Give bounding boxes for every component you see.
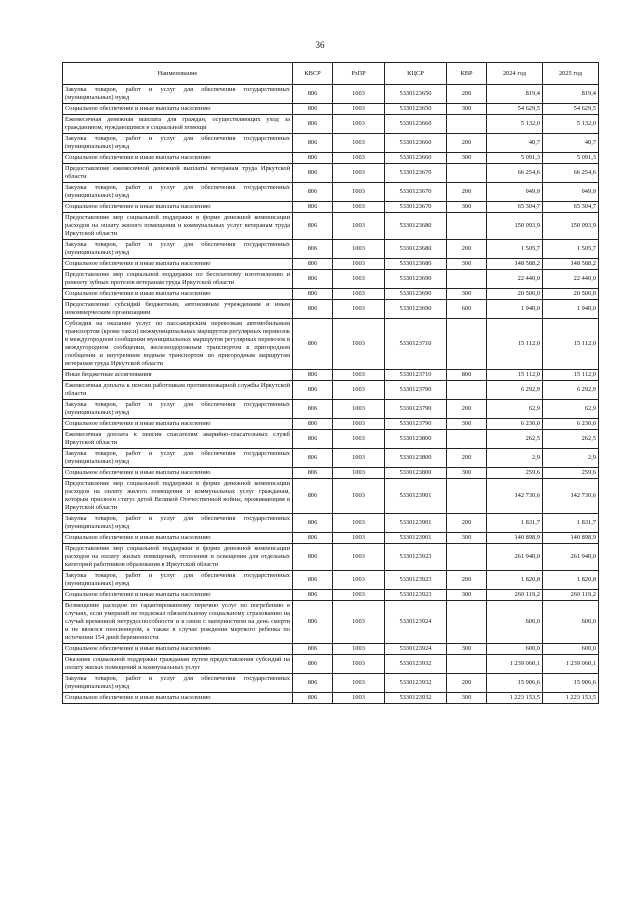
cell-kvr (447, 164, 487, 183)
page-number: 36 (315, 40, 325, 50)
cell-kvr: 200 (447, 134, 487, 153)
cell-y2024: 1 239 060,1 (487, 655, 543, 674)
cell-y2024: 262,5 (487, 430, 543, 449)
cell-y2024: 1 820,8 (487, 571, 543, 590)
cell-kcsr: 5330123932 (385, 693, 447, 704)
cell-kvsr: 806 (293, 533, 333, 544)
cell-kcsr: 5330123690 (385, 300, 447, 319)
cell-kvr: 200 (447, 514, 487, 533)
cell-y2025: 261 940,0 (543, 544, 599, 571)
cell-rzpr: 1003 (333, 601, 385, 644)
cell-kcsr: 5330123800 (385, 430, 447, 449)
table-header-row (63, 63, 599, 85)
cell-y2025: 20 500,0 (543, 289, 599, 300)
table-row (63, 544, 599, 571)
cell-name: Социальное обеспечение и иные выплаты населению (63, 289, 293, 300)
cell-kcsr: 5330123710 (385, 370, 447, 381)
cell-kvr (447, 270, 487, 289)
cell-y2025: 600,0 (543, 601, 599, 644)
cell-kvsr: 806 (293, 134, 333, 153)
cell-rzpr: 1003 (333, 644, 385, 655)
cell-kvr: 300 (447, 533, 487, 544)
cell-kcsr: 5330123924 (385, 601, 447, 644)
table-row (63, 419, 599, 430)
cell-rzpr: 1003 (333, 240, 385, 259)
cell-name: Ежемесячная доплата к пенсии работникам противопожарной службы Иркутской области (63, 381, 293, 400)
cell-kvsr: 806 (293, 381, 333, 400)
cell-name: Возмещение расходов по гарантированному перечню услуг по погребению в случаях, если умерший не подлежал обязательному социальному страхованию на случай временной нетрудоспособности и в связи с материнством на день смерти и не являлся пенсионером, а также в случае рождения мертвого ребенка по истечении 154 дней беременности (63, 601, 293, 644)
cell-rzpr: 1003 (333, 381, 385, 400)
cell-y2024: 1 223 153,5 (487, 693, 543, 704)
cell-y2024: 6 230,0 (487, 419, 543, 430)
cell-rzpr: 1003 (333, 674, 385, 693)
cell-kvsr: 806 (293, 674, 333, 693)
header-rzpr: РзПР (333, 63, 385, 85)
cell-kvr: 300 (447, 259, 487, 270)
cell-rzpr: 1003 (333, 115, 385, 134)
cell-kvr: 300 (447, 693, 487, 704)
cell-kvsr: 806 (293, 183, 333, 202)
cell-rzpr: 1003 (333, 468, 385, 479)
cell-kvsr: 806 (293, 153, 333, 164)
cell-y2024: 6 292,9 (487, 381, 543, 400)
cell-name: Закупка товаров, работ и услуг для обеспечения государственных (муниципальных) нужд (63, 183, 293, 202)
cell-y2024: 15 112,0 (487, 319, 543, 370)
cell-rzpr: 1003 (333, 259, 385, 270)
cell-kcsr: 5330123690 (385, 270, 447, 289)
cell-kvsr: 806 (293, 300, 333, 319)
cell-name: Социальное обеспечение и иные выплаты населению (63, 419, 293, 430)
cell-y2025: 66 254,6 (543, 164, 599, 183)
cell-y2024: 5 091,3 (487, 153, 543, 164)
table-row (63, 134, 599, 153)
cell-kvsr: 806 (293, 270, 333, 289)
table-row (63, 370, 599, 381)
cell-kvsr: 806 (293, 115, 333, 134)
cell-rzpr: 1003 (333, 104, 385, 115)
cell-kcsr: 5330123690 (385, 289, 447, 300)
cell-kvsr: 806 (293, 319, 333, 370)
cell-kcsr: 5330123923 (385, 571, 447, 590)
table-row (63, 449, 599, 468)
cell-kvsr: 806 (293, 400, 333, 419)
table-row (63, 85, 599, 104)
cell-y2024: 259,6 (487, 468, 543, 479)
cell-y2025: 22 440,0 (543, 270, 599, 289)
cell-kvr (447, 479, 487, 514)
cell-kvr: 200 (447, 85, 487, 104)
cell-rzpr: 1003 (333, 693, 385, 704)
cell-y2025: 1 940,0 (543, 300, 599, 319)
cell-y2025: 1 820,8 (543, 571, 599, 590)
cell-y2024: 54 629,5 (487, 104, 543, 115)
cell-kvr (447, 213, 487, 240)
cell-kvsr: 806 (293, 104, 333, 115)
cell-kvr: 200 (447, 183, 487, 202)
cell-kcsr: 5330123660 (385, 115, 447, 134)
cell-y2025: 600,0 (543, 644, 599, 655)
cell-rzpr: 1003 (333, 449, 385, 468)
header-2025: 2025 год (543, 63, 599, 85)
cell-name: Закупка товаров, работ и услуг для обеспечения государственных (муниципальных) нужд (63, 134, 293, 153)
cell-kvsr: 806 (293, 213, 333, 240)
cell-name: Закупка товаров, работ и услуг для обеспечения государственных (муниципальных) нужд (63, 449, 293, 468)
cell-kvsr: 806 (293, 164, 333, 183)
cell-kvr (447, 601, 487, 644)
cell-y2024: 819,4 (487, 85, 543, 104)
cell-kvr (447, 381, 487, 400)
cell-kcsr: 5330123790 (385, 419, 447, 430)
cell-rzpr: 1003 (333, 213, 385, 240)
table-row (63, 468, 599, 479)
cell-rzpr: 1003 (333, 544, 385, 571)
cell-y2024: 15 906,6 (487, 674, 543, 693)
cell-y2024: 949,9 (487, 183, 543, 202)
cell-kcsr: 5330123660 (385, 153, 447, 164)
cell-kvr: 300 (447, 153, 487, 164)
cell-name: Закупка товаров, работ и услуг для обеспечения государственных (муниципальных) нужд (63, 400, 293, 419)
cell-kvsr: 806 (293, 419, 333, 430)
cell-kvr: 800 (447, 370, 487, 381)
cell-kvr (447, 544, 487, 571)
cell-kvr: 300 (447, 289, 487, 300)
cell-y2024: 40,7 (487, 134, 543, 153)
cell-y2024: 140 898,9 (487, 533, 543, 544)
cell-y2024: 65 304,7 (487, 202, 543, 213)
table-body (63, 85, 599, 704)
cell-kvr: 200 (447, 400, 487, 419)
cell-rzpr: 1003 (333, 289, 385, 300)
cell-kcsr: 5330123790 (385, 381, 447, 400)
cell-kcsr: 5330123924 (385, 644, 447, 655)
cell-rzpr: 1003 (333, 85, 385, 104)
cell-y2024: 600,0 (487, 644, 543, 655)
cell-kcsr: 5330123670 (385, 202, 447, 213)
cell-kcsr: 5330123901 (385, 479, 447, 514)
cell-kvr: 200 (447, 674, 487, 693)
cell-y2025: 2,9 (543, 449, 599, 468)
cell-kvr: 300 (447, 419, 487, 430)
cell-kvsr: 806 (293, 259, 333, 270)
table-row (63, 533, 599, 544)
cell-kvr: 200 (447, 449, 487, 468)
cell-kvsr: 806 (293, 479, 333, 514)
cell-name: Предоставление ежемесячной денежной выплаты ветеранам труда Иркутской области (63, 164, 293, 183)
cell-kcsr: 5330123670 (385, 164, 447, 183)
cell-kvsr: 806 (293, 202, 333, 213)
cell-name: Социальное обеспечение и иные выплаты населению (63, 590, 293, 601)
cell-kvsr: 806 (293, 370, 333, 381)
cell-y2024: 2,9 (487, 449, 543, 468)
cell-kcsr: 5330123923 (385, 544, 447, 571)
cell-kvr: 300 (447, 104, 487, 115)
cell-y2025: 1 239 060,1 (543, 655, 599, 674)
cell-name: Социальное обеспечение и иные выплаты населению (63, 153, 293, 164)
cell-name: Социальное обеспечение и иные выплаты населению (63, 644, 293, 655)
table-row (63, 289, 599, 300)
cell-kcsr: 5330123680 (385, 213, 447, 240)
cell-kvr: 300 (447, 590, 487, 601)
cell-kvsr: 806 (293, 590, 333, 601)
cell-name: Закупка товаров, работ и услуг для обеспечения государственных (муниципальных) нужд (63, 240, 293, 259)
cell-rzpr: 1003 (333, 479, 385, 514)
cell-y2025: 15 112,0 (543, 370, 599, 381)
table-row (63, 300, 599, 319)
cell-y2024: 142 730,6 (487, 479, 543, 514)
cell-y2025: 5 091,3 (543, 153, 599, 164)
cell-name: Предоставление мер социальной поддержки по бесплатному изготовлению и ремонту зубных протезов ветеранам труда Иркутской области (63, 270, 293, 289)
cell-y2024: 1 831,7 (487, 514, 543, 533)
cell-y2025: 54 629,5 (543, 104, 599, 115)
cell-rzpr: 1003 (333, 370, 385, 381)
cell-rzpr: 1003 (333, 400, 385, 419)
cell-name: Закупка товаров, работ и услуг для обеспечения государственных (муниципальных) нужд (63, 674, 293, 693)
cell-name: Социальное обеспечение и иные выплаты населению (63, 468, 293, 479)
cell-kcsr: 5330123800 (385, 449, 447, 468)
cell-name: Социальное обеспечение и иные выплаты населению (63, 533, 293, 544)
cell-rzpr: 1003 (333, 655, 385, 674)
cell-name: Ежемесячная доплата к пенсии спасателям аварийно-спасательных служб Иркутской области (63, 430, 293, 449)
table-row (63, 183, 599, 202)
cell-y2025: 260 119,2 (543, 590, 599, 601)
cell-y2024: 62,9 (487, 400, 543, 419)
header-kvsr: КВСР (293, 63, 333, 85)
cell-y2024: 148 588,2 (487, 259, 543, 270)
table-row (63, 381, 599, 400)
cell-kvsr: 806 (293, 85, 333, 104)
cell-rzpr: 1003 (333, 590, 385, 601)
cell-kvsr: 806 (293, 430, 333, 449)
table-row (63, 319, 599, 370)
cell-y2025: 142 730,6 (543, 479, 599, 514)
table-row (63, 693, 599, 704)
table-row (63, 644, 599, 655)
cell-kcsr: 5330123932 (385, 655, 447, 674)
cell-rzpr: 1003 (333, 270, 385, 289)
cell-kcsr: 5330123710 (385, 319, 447, 370)
cell-y2024: 1 940,0 (487, 300, 543, 319)
cell-name: Иные бюджетные ассигнования (63, 370, 293, 381)
table-row (63, 514, 599, 533)
cell-kvsr: 806 (293, 601, 333, 644)
cell-kcsr: 5330123650 (385, 85, 447, 104)
cell-kcsr: 5330123932 (385, 674, 447, 693)
cell-kvsr: 806 (293, 449, 333, 468)
cell-y2025: 148 588,2 (543, 259, 599, 270)
cell-kvr: 200 (447, 240, 487, 259)
cell-rzpr: 1003 (333, 571, 385, 590)
cell-y2025: 1 223 153,5 (543, 693, 599, 704)
cell-kvsr: 806 (293, 693, 333, 704)
cell-kvsr: 806 (293, 571, 333, 590)
cell-rzpr: 1003 (333, 430, 385, 449)
cell-kcsr: 5330123923 (385, 590, 447, 601)
cell-rzpr: 1003 (333, 153, 385, 164)
cell-name: Оказание социальной поддержки гражданам путем предоставления субсидий на оплату жилых помещений и коммунальных услуг (63, 655, 293, 674)
cell-kvsr: 806 (293, 240, 333, 259)
cell-name: Закупка товаров, работ и услуг для обеспечения государственных (муниципальных) нужд (63, 514, 293, 533)
cell-y2025: 5 132,0 (543, 115, 599, 134)
table-row (63, 430, 599, 449)
cell-rzpr: 1003 (333, 514, 385, 533)
cell-y2025: 1 505,7 (543, 240, 599, 259)
cell-y2025: 1 831,7 (543, 514, 599, 533)
cell-kvsr: 806 (293, 655, 333, 674)
table-row (63, 259, 599, 270)
header-kcsr: КЦСР (385, 63, 447, 85)
table-row (63, 590, 599, 601)
table-row (63, 202, 599, 213)
cell-kvsr: 806 (293, 544, 333, 571)
cell-kvr: 300 (447, 468, 487, 479)
cell-kvr (447, 655, 487, 674)
cell-y2024: 20 500,0 (487, 289, 543, 300)
cell-y2025: 949,9 (543, 183, 599, 202)
table-row (63, 153, 599, 164)
cell-kcsr: 5330123660 (385, 134, 447, 153)
table-row (63, 674, 599, 693)
cell-name: Предоставление мер социальной поддержки в форме денежной компенсации расходов на оплату жилых помещений, отопления и освещения для отдельных категорий работников образования в Иркутской области (63, 544, 293, 571)
cell-y2025: 259,6 (543, 468, 599, 479)
cell-kcsr: 5330123680 (385, 259, 447, 270)
cell-rzpr: 1003 (333, 183, 385, 202)
cell-y2025: 15 906,6 (543, 674, 599, 693)
cell-y2025: 65 304,7 (543, 202, 599, 213)
table-row (63, 479, 599, 514)
cell-kvr (447, 319, 487, 370)
table-row (63, 571, 599, 590)
cell-kvsr: 806 (293, 289, 333, 300)
cell-name: Закупка товаров, работ и услуг для обеспечения государственных (муниципальных) нужд (63, 571, 293, 590)
cell-y2025: 62,9 (543, 400, 599, 419)
cell-kcsr: 5330123901 (385, 514, 447, 533)
table-row (63, 270, 599, 289)
cell-rzpr: 1003 (333, 533, 385, 544)
cell-kcsr: 5330123680 (385, 240, 447, 259)
cell-y2024: 600,0 (487, 601, 543, 644)
cell-kcsr: 5330123901 (385, 533, 447, 544)
cell-kvr: 300 (447, 202, 487, 213)
cell-name: Социальное обеспечение и иные выплаты населению (63, 202, 293, 213)
cell-name: Предоставление мер социальной поддержки в форме денежной компенсации расходов на оплату жилого помещения и коммунальных услуг ветеранам труда Иркутской области (63, 213, 293, 240)
cell-y2025: 819,4 (543, 85, 599, 104)
cell-kvr (447, 115, 487, 134)
table-row (63, 164, 599, 183)
cell-rzpr: 1003 (333, 202, 385, 213)
table-row (63, 601, 599, 644)
table-row (63, 115, 599, 134)
cell-kvsr: 806 (293, 514, 333, 533)
header-kvr: КВР (447, 63, 487, 85)
cell-y2025: 15 112,0 (543, 319, 599, 370)
cell-name: Предоставление мер социальной поддержки в форме денежной компенсации расходов на оплату жилого помещения и коммунальных услуг гражданам, которым присвоен статус детей Великой Отечественной войны, проживающим в Иркутской области (63, 479, 293, 514)
cell-name: Закупка товаров, работ и услуг для обеспечения государственных (муниципальных) нужд (63, 85, 293, 104)
cell-kvr: 200 (447, 571, 487, 590)
cell-y2025: 262,5 (543, 430, 599, 449)
cell-y2024: 22 440,0 (487, 270, 543, 289)
cell-kvsr: 806 (293, 644, 333, 655)
cell-name: Социальное обеспечение и иные выплаты населению (63, 104, 293, 115)
cell-y2024: 261 940,0 (487, 544, 543, 571)
header-name: Наименование (63, 63, 293, 85)
cell-name: Социальное обеспечение и иные выплаты населению (63, 693, 293, 704)
cell-y2025: 6 292,9 (543, 381, 599, 400)
budget-table (62, 62, 599, 704)
cell-name: Предоставление субсидий бюджетным, автономным учреждениям и иным некоммерческим организациям (63, 300, 293, 319)
cell-rzpr: 1003 (333, 134, 385, 153)
cell-kcsr: 5330123790 (385, 400, 447, 419)
cell-y2024: 1 505,7 (487, 240, 543, 259)
cell-y2025: 140 898,9 (543, 533, 599, 544)
cell-kvr (447, 430, 487, 449)
cell-name: Социальное обеспечение и иные выплаты населению (63, 259, 293, 270)
cell-kvr: 300 (447, 644, 487, 655)
cell-y2024: 15 112,0 (487, 370, 543, 381)
cell-name: Субсидия на оказание услуг по пассажирским перевозкам автомобильным транспортом (кроме такси) межмуниципальных маршрутов регулярных перевозок в междугородном сообщении муниципальных маршрутов регулярных перевозок в междугородном сообщении, железнодорожным транспортом в пригородном сообщении и внутренним водным транспортом по пригородным маршрутам ветеранам труда Иркутской области (63, 319, 293, 370)
cell-kcsr: 5330123800 (385, 468, 447, 479)
cell-kvr: 600 (447, 300, 487, 319)
cell-y2025: 150 093,9 (543, 213, 599, 240)
cell-y2024: 5 132,0 (487, 115, 543, 134)
cell-rzpr: 1003 (333, 319, 385, 370)
cell-y2024: 66 254,6 (487, 164, 543, 183)
table-row (63, 104, 599, 115)
table-row (63, 400, 599, 419)
table-row (63, 655, 599, 674)
cell-rzpr: 1003 (333, 300, 385, 319)
cell-y2025: 6 230,0 (543, 419, 599, 430)
cell-y2024: 260 119,2 (487, 590, 543, 601)
table-row (63, 213, 599, 240)
cell-kcsr: 5330123650 (385, 104, 447, 115)
table-row (63, 240, 599, 259)
cell-kcsr: 5330123670 (385, 183, 447, 202)
cell-kvsr: 806 (293, 468, 333, 479)
header-2024: 2024 год (487, 63, 543, 85)
cell-rzpr: 1003 (333, 164, 385, 183)
cell-name: Ежемесячная денежная выплата для граждан, осуществляющих уход за гражданином, нуждающимся в социальной помощи (63, 115, 293, 134)
cell-y2025: 40,7 (543, 134, 599, 153)
cell-y2024: 150 093,9 (487, 213, 543, 240)
cell-rzpr: 1003 (333, 419, 385, 430)
